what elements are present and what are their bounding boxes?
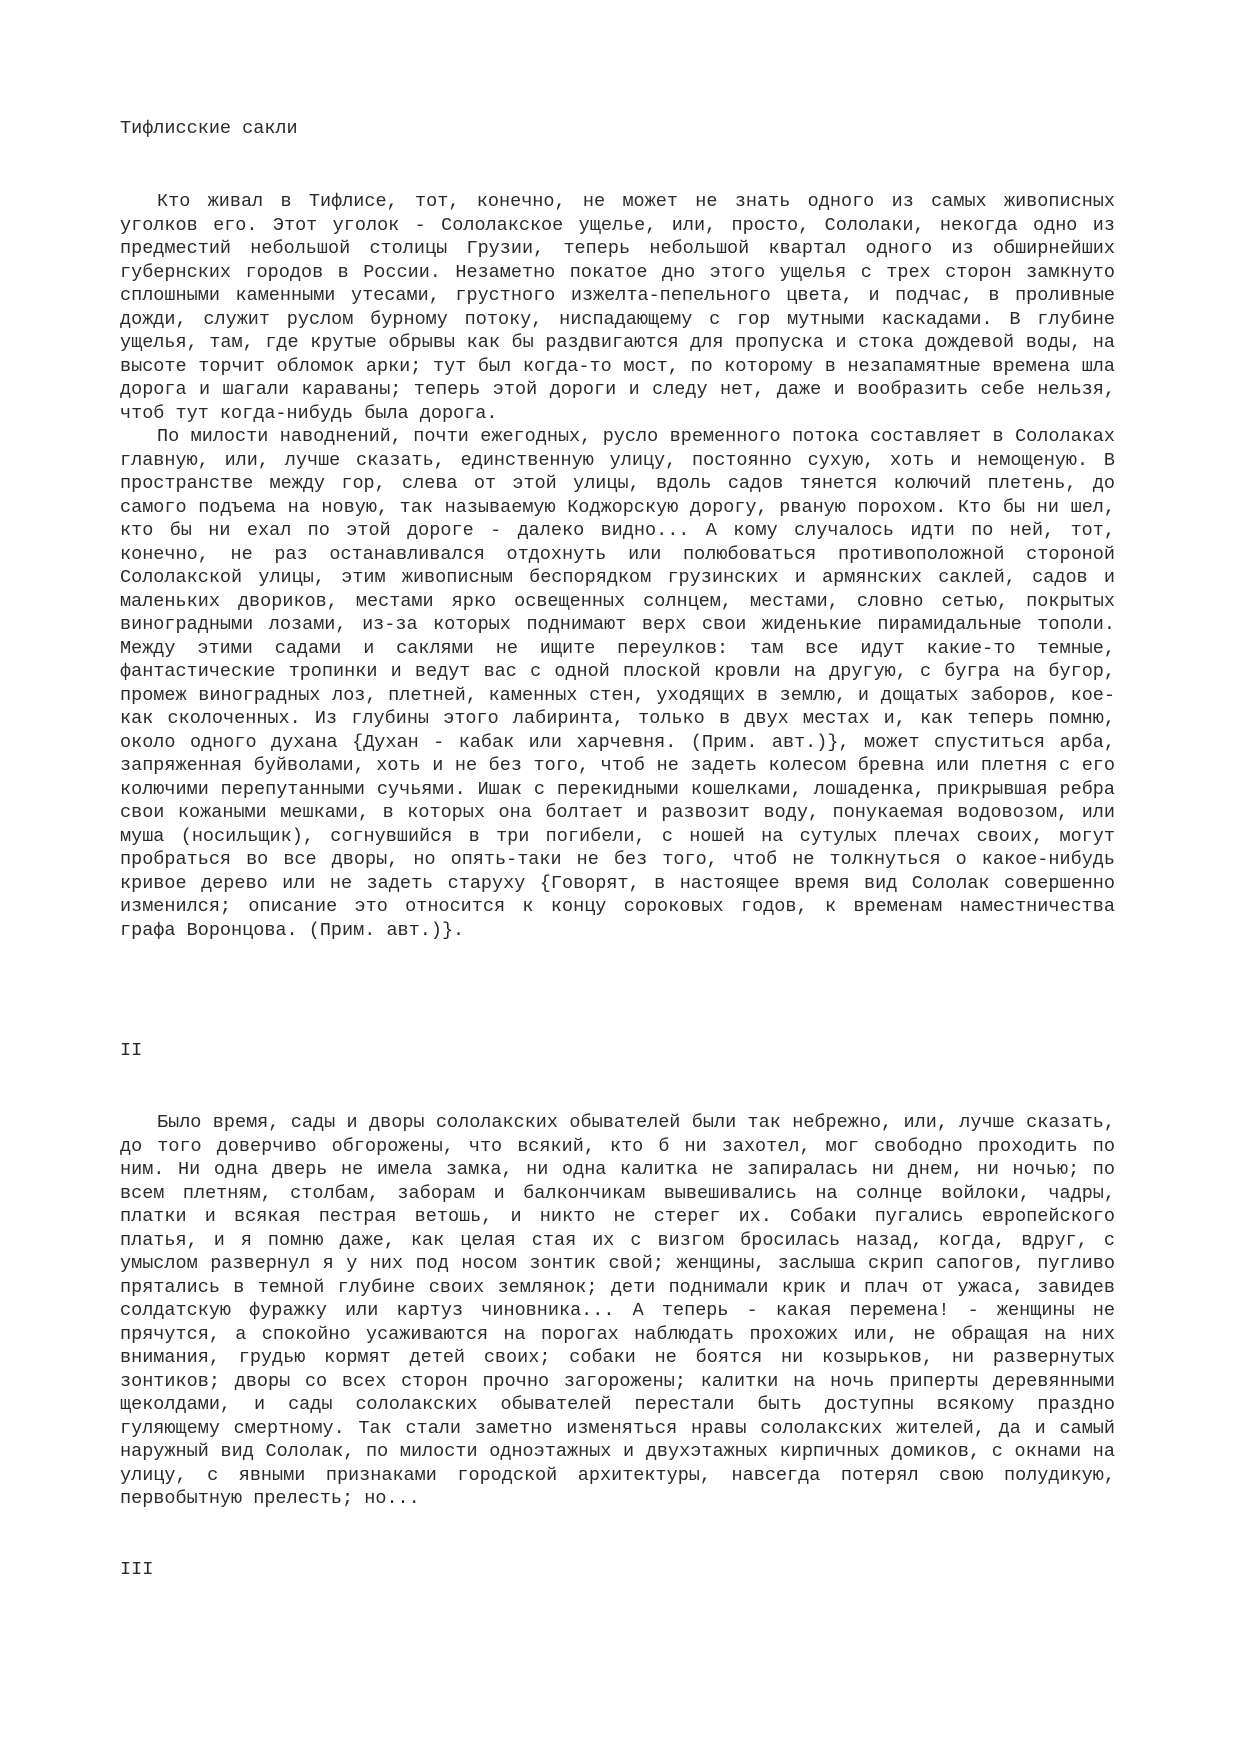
section-2-body (120, 1111, 1115, 1511)
section-heading-3: III (120, 1559, 154, 1580)
paragraph: По милости наводнений, почти ежегодных, русло временного потока составляет в Сололаках главную, или, лучше сказать, единственную улицу, постоянно сухую, хоть и немощеную. В пространстве между гор, слева от этой улицы, вдоль садов тянется колючий плетень, до самого подъема на новую, так называемую Коджорскую дорогу, рваную порохом. Кто бы ни шел, кто бы ни ехал по этой дороге - далеко видно... А кому случалось идти по ней, тот, конечно, не раз останавливался отдохнуть или полюбоваться противоположной стороной Сололакской улицы, этим живописным беспорядком грузинских и армянских саклей, садов и маленьких двориков, местами ярко освещенных солнцем, местами, словно сетью, покрытых виноградными лозами, из-за которых поднимают верх свои жиденькие пирамидальные тополи. Между этими садами и саклями не ищите переулков: там все идут какие-то темные, фантастические тропинки и ведут вас с одной плоской кровли на другую, с бугра на бугор, промеж виноградных лоз, плетней, каменных стен, уходящих в землю, и дощатых заборов, кое-как сколоченных. Из глубины этого лабиринта, только в двух местах и, как теперь помню, около одного духана {Духан - кабак или харчевня. (Прим. авт.)}, может спуститься арба, запряженная буйволами, хоть и не без того, чтоб не задеть колесом бревна или плетня с его колючими перепутанными сучьями. Ишак с перекидными кошелками, лошаденка, прикрывшая ребра свои кожаными мешками, в которых она болтает и развозит воду, понукаемая водовозом, или муша (носильщик), согнувшийся в три погибели, с ношей на сутулых плечах своих, могут пробраться во все дворы, но опять-таки не без того, чтоб не толкнуться о какое-нибудь кривое дерево или не задеть старуху {Говорят, в настоящее время вид Сололак совершенно изменился; описание это относится к концу сороковых годов, к временам наместничества графа Воронцова. (Прим. авт.)}. (120, 426, 1115, 941)
paragraph: Было время, сады и дворы сололакских обывателей были так небрежно, или, лучше сказать, до того доверчиво обгорожены, что всякий, кто б ни захотел, мог свободно проходить по ним. Ни одна дверь не имела замка, ни одна калитка не запиралась ни днем, ни ночью; по всем плетням, столбам, заборам и балкончикам вывешивались на солнце войлоки, чадры, платки и всякая пестрая ветошь, и никто не стерег их. Собаки пугались европейского платья, и я помню даже, как целая стая их с визгом бросилась назад, когда, вдруг, с умыслом развернул я у них под носом зонтик свой; женщины, заслыша скрип сапогов, пугливо прятались в темной глубине своих землянок; дети поднимали крик и плач от ужаса, завидев солдатскую фуражку или картуз чиновника... А теперь - какая перемена! - женщины не прячутся, а спокойно усаживаются на порогах наблюдать прохожих или, не обращая на них внимания, грудью кормят детей своих; собаки не боятся ни козырьков, ни развернутых зонтиков; дворы со всех сторон прочно загорожены; калитки на ночь приперты деревянными щеколдами, и сады сололакских обывателей перестали быть доступны всякому праздно гуляющему смертному. Так стали заметно изменяться нравы сололакских жителей, да и самый наружный вид Сололак, по милости одноэтажных и двухэтажных кирпичных домиков, с окнами на улицу, с явными признаками городской архитектуры, навсегда потерял свою полудикую, первобытную прелесть; но... (120, 1112, 1115, 1509)
document-title: Тифлисские сакли (120, 118, 298, 139)
section-1-body (120, 190, 1115, 942)
section-heading-2: II (120, 1040, 143, 1061)
paragraph: Кто живал в Тифлисе, тот, конечно, не может не знать одного из самых живописных уголков его. Этот уголок - Сололакское ущелье, или, просто, Сололаки, некогда одно из предместий небольшой столицы Грузии, теперь небольшой квартал одного из обширнейших губернских городов в России. Незаметно покатое дно этого ущелья с трех сторон замкнуто сплошными каменными утесами, грустного изжелта-пепельного цвета, и подчас, в проливные дожди, служит руслом бурному потоку, ниспадающему с гор мутными каскадами. В глубине ущелья, там, где крутые обрывы как бы раздвигаются для пропуска и стока дождевой воды, на высоте торчит обломок арки; тут был когда-то мост, по которому в незапамятные времена шла дорога и шагали караваны; теперь этой дороги и следу нет, даже и вообразить себе нельзя, чтоб тут когда-нибудь была дорога. (120, 191, 1115, 424)
